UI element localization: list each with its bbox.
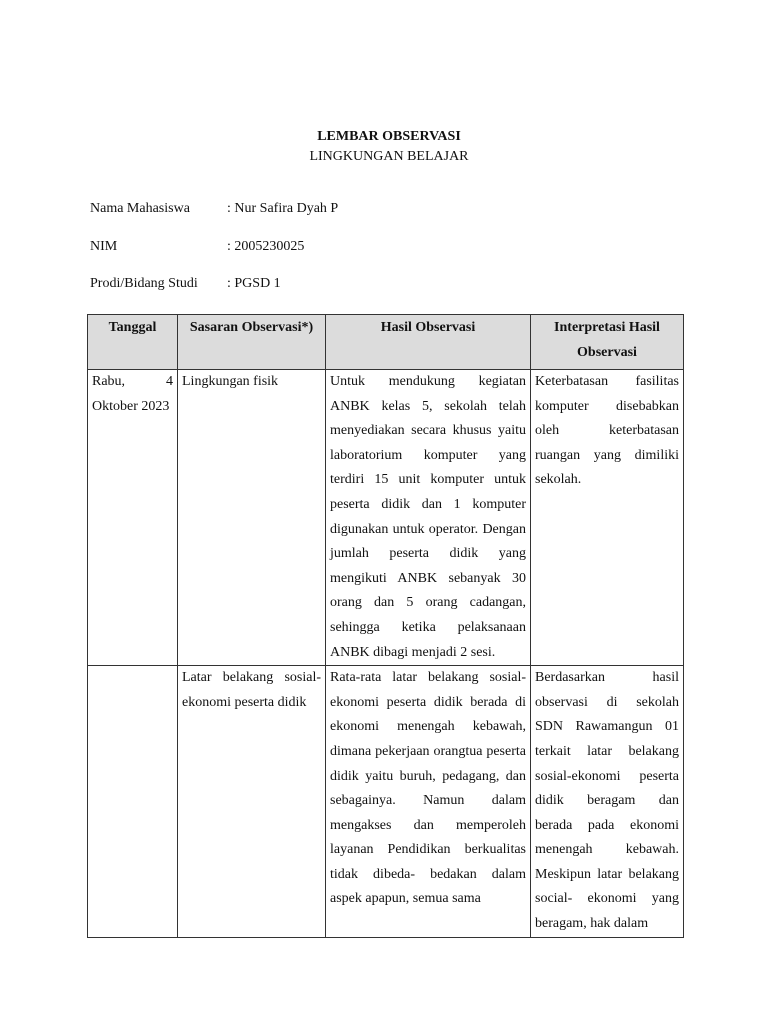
cell-interpretasi: Keterbatasan fasilitas komputer disebabkan oleh keterbatasan ruangan yang dimiliki sekolah. — [531, 370, 684, 666]
header-hasil: Hasil Observasi — [326, 315, 531, 370]
nama-label: Nama Mahasiswa — [90, 201, 190, 216]
nim-value: : 2005230025 — [227, 239, 305, 254]
cell-sasaran: Latar belakang sosial-ekonomi peserta didik — [178, 666, 326, 938]
cell-interpretasi: Berdasarkan hasil observasi di sekolah SDN Rawamangun 01 terkait latar belakang sosial-ekonomi peserta didik beragam dan berada pada ekonomi menengah kebawah. Meskipun latar belakang social- ekonomi yang beragam, hak dalam — [531, 666, 684, 938]
table-row — [88, 370, 684, 666]
cell-hasil: Untuk mendukung kegiatan ANBK kelas 5, sekolah telah menyediakan secara khusus yaitu laboratorium komputer yang terdiri 15 unit komputer untuk peserta didik dan 1 komputer digunakan untuk operator. Dengan jumlah peserta didik yang mengikuti ANBK sebanyak 30 orang dan 5 orang cadangan, sehingga ketika pelaksanaan ANBK dibagi menjadi 2 sesi. — [326, 370, 531, 666]
observation-table — [87, 314, 684, 938]
nama-value: : Nur Safira Dyah P — [227, 201, 339, 216]
cell-hasil: Rata-rata latar belakang sosial-ekonomi peserta didik berada di ekonomi menengah kebawah, dimana pekerjaan orangtua peserta didik yaitu buruh, pedagang, dan sebagainya. Namun dalam mengakses dan memperoleh layanan Pendidikan berkualitas tidak dibeda- bedakan dalam aspek apapun, semua sama — [326, 666, 531, 938]
header-sasaran: Sasaran Observasi*) — [178, 315, 326, 370]
prodi-value: : PGSD 1 — [227, 276, 281, 291]
cell-tanggal: Rabu, 4 Oktober 2023 — [88, 370, 178, 666]
table-header-row — [88, 315, 684, 370]
header-interpretasi: Interpretasi Hasil Observasi — [531, 315, 684, 370]
cell-tanggal — [88, 666, 178, 938]
cell-sasaran: Lingkungan fisik — [178, 370, 326, 666]
document-title: LEMBAR OBSERVASI — [317, 129, 461, 144]
header-tanggal: Tanggal — [88, 315, 178, 370]
table-row — [88, 666, 684, 938]
document-subtitle: LINGKUNGAN BELAJAR — [309, 149, 469, 164]
nim-label: NIM — [90, 239, 118, 254]
prodi-label: Prodi/Bidang Studi — [90, 276, 198, 291]
